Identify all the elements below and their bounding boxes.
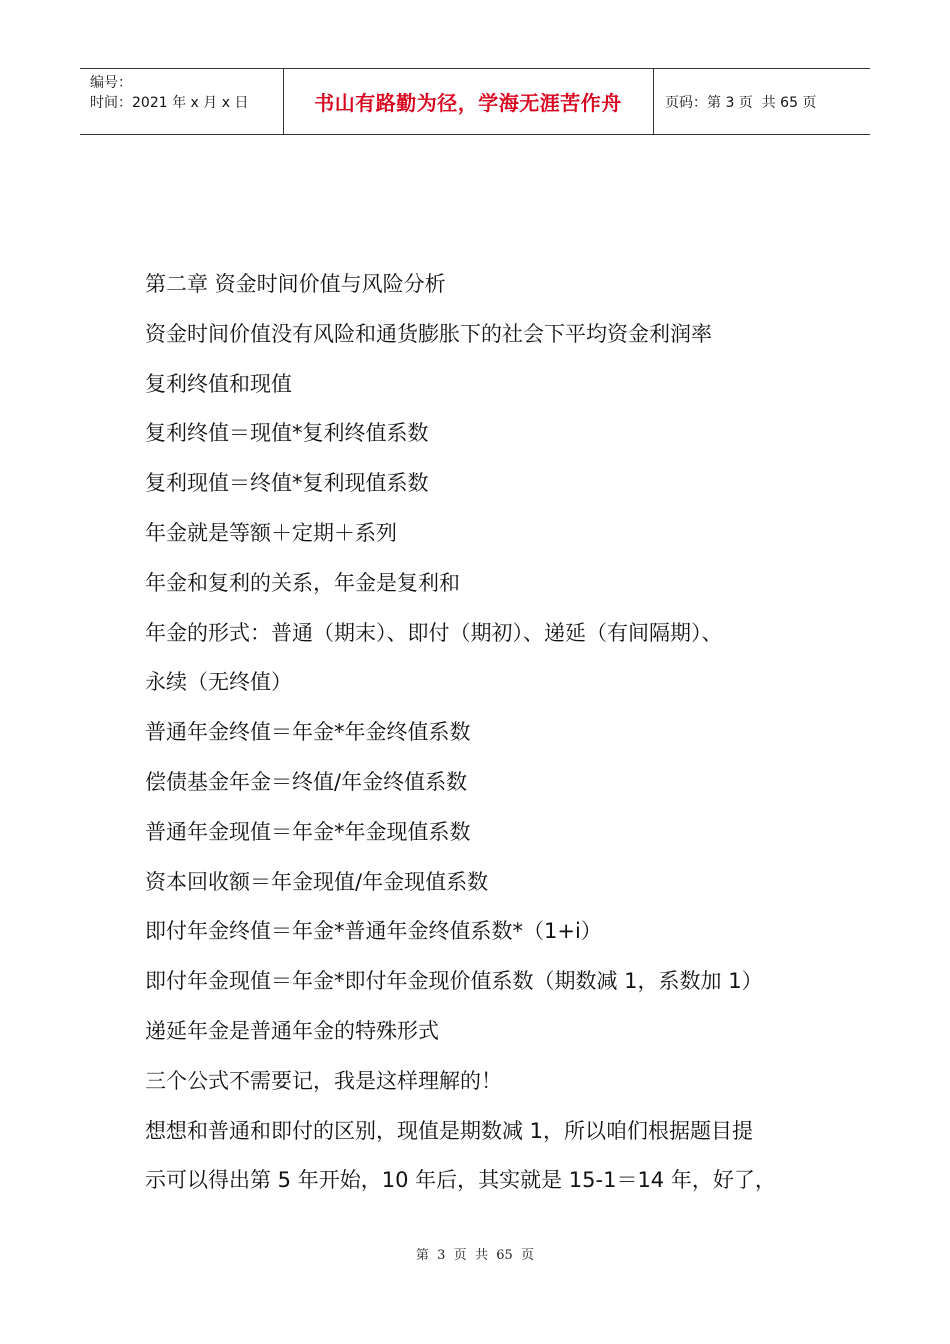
body-line: 普通年金终值＝年金*年金终值系数 [145,720,471,745]
body-line: 复利终值和现值 [145,371,292,396]
body-line: 复利现值＝终值*复利现值系数 [145,471,429,496]
chapter-title: 第二章 资金时间价值与风险分析 [145,272,446,296]
header-motto: 书山有路勤为径，学海无涯苦作舟 [314,91,622,115]
body-line: 即付年金现值＝年金*即付年金现价值系数（期数减 1，系数加 1） [145,969,763,994]
document-body [145,260,825,1206]
header-page-indicator: 页码：第 3 页 共 65 页 [665,94,817,111]
body-line: 永续（无终值） [145,670,292,695]
body-line: 递延年金是普通年金的特殊形式 [145,1018,439,1043]
page-header [80,68,870,135]
page-footer: 第 3 页 共 65 页 [415,1248,535,1263]
header-meta [90,73,280,113]
body-line: 三个公式不需要记，我是这样理解的！ [145,1068,502,1093]
document-date-label: 时间：2021 年 x 月 x 日 [90,95,249,111]
body-line: 想想和普通和即付的区别，现值是期数减 1，所以咱们根据题目提 [145,1118,754,1143]
body-line: 资金时间价值没有风险和通货膨胀下的社会下平均资金利润率 [145,321,712,346]
body-line: 偿债基金年金＝终值/年金终值系数 [145,769,468,794]
document-number-label: 编号： [90,75,132,91]
body-line: 年金和复利的关系，年金是复利和 [145,570,460,595]
body-line: 即付年金终值＝年金*普通年金终值系数*（1+i） [145,919,602,944]
body-line: 年金就是等额＋定期＋系列 [145,520,397,545]
header-divider [653,69,654,134]
body-line: 资本回收额＝年金现值/年金现值系数 [145,869,489,894]
body-line: 示可以得出第 5 年开始，10 年后，其实就是 15-1＝14 年，好了， [145,1168,776,1193]
body-line: 复利终值＝现值*复利终值系数 [145,421,429,446]
body-line: 普通年金现值＝年金*年金现值系数 [145,819,471,844]
body-line: 年金的形式：普通（期末）、即付（期初）、递延（有间隔期）、 [145,620,723,645]
